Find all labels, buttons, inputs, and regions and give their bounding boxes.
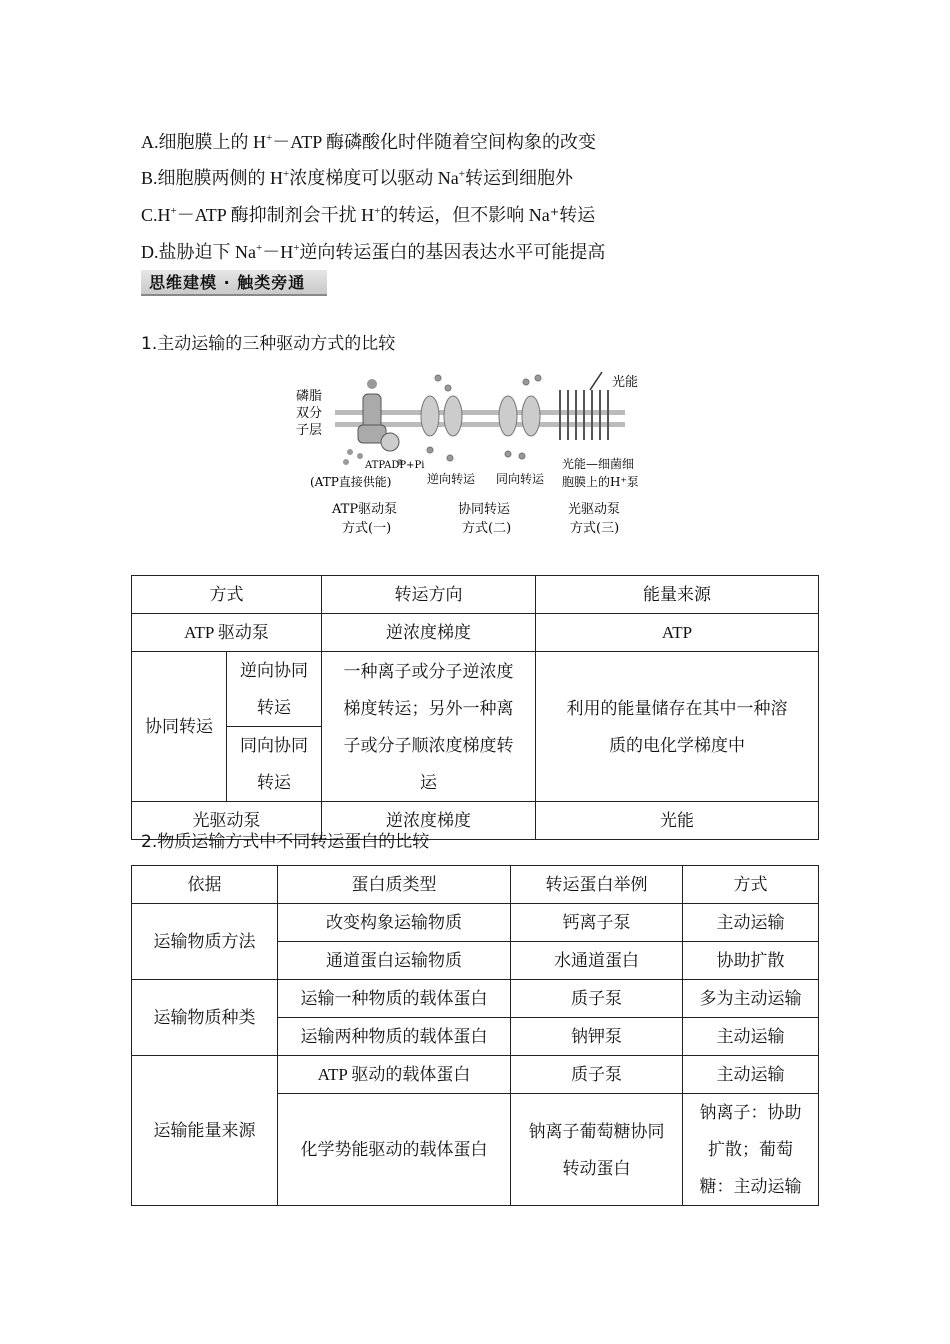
table-row xyxy=(132,904,819,942)
table-cell: ATP xyxy=(536,614,819,652)
table-cell: 一种离子或分子逆浓度 梯度转运；另外一种离 子或分子顺浓度梯度转 运 xyxy=(322,652,536,802)
table-cell: 光能 xyxy=(536,802,819,840)
light-pump-shape xyxy=(560,390,608,440)
caption-1a: ATP驱动泵 xyxy=(332,502,398,517)
table-cell: 钠离子葡萄糖协同 转动蛋白 xyxy=(511,1094,683,1206)
caption-2b: 方式(二) xyxy=(462,521,512,536)
table-cell: 运输物质方法 xyxy=(132,904,278,980)
option-c: C.H+－ATP 酶抑制剂会干扰 H+的转运，但不影响 Na⁺转运 xyxy=(141,205,596,225)
option-a: A.细胞膜上的 H+－ATP 酶磷酸化时伴随着空间构象的改变 xyxy=(141,132,597,152)
header-cell: 方式 xyxy=(132,576,322,614)
light-note-2: 胞膜上的H⁺泵 xyxy=(562,475,639,489)
section1-title: 1.主动运输的三种驱动方式的比较 xyxy=(141,334,396,354)
table-cell: 多为主动运输 xyxy=(683,980,819,1018)
atp-note: (ATP直接供能) xyxy=(310,475,392,489)
comparison-table-1 xyxy=(131,575,819,840)
symport-label: 同向转运 xyxy=(496,472,545,486)
table-row xyxy=(132,866,819,904)
table-cell: 化学势能驱动的载体蛋白 xyxy=(278,1094,511,1206)
table-cell: 逆浓度梯度 xyxy=(322,802,536,840)
table-row xyxy=(132,652,819,727)
option-b: B.细胞膜两侧的 H+浓度梯度可以驱动 Na+转运到细胞外 xyxy=(141,168,573,188)
table-cell: 逆向协同 转运 xyxy=(227,652,322,727)
antiport-shape xyxy=(421,375,462,461)
membrane-label-2: 双分 xyxy=(296,406,323,421)
table-cell: ATP 驱动的载体蛋白 xyxy=(278,1056,511,1094)
table-cell: 逆浓度梯度 xyxy=(322,614,536,652)
section-banner: 思维建模 · 触类旁通 xyxy=(141,270,327,296)
table-cell: 运输能量来源 xyxy=(132,1056,278,1206)
header-cell: 能量来源 xyxy=(536,576,819,614)
transport-diagram xyxy=(290,370,670,545)
table-cell: 钠离子：协助 扩散；葡萄 糖：主动运输 xyxy=(683,1094,819,1206)
table-cell: 钙离子泵 xyxy=(511,904,683,942)
table-row xyxy=(132,1056,819,1094)
table-cell: 通道蛋白运输物质 xyxy=(278,942,511,980)
caption-2a: 协同转运 xyxy=(458,502,511,517)
table-cell: 水通道蛋白 xyxy=(511,942,683,980)
table-cell: 利用的能量储存在其中一种溶 质的电化学梯度中 xyxy=(536,652,819,802)
light-note-1: 光能—细菌细 xyxy=(562,457,635,471)
table-cell: 质子泵 xyxy=(511,1056,683,1094)
table-cell: 主动运输 xyxy=(683,1056,819,1094)
table-cell: 运输一种物质的载体蛋白 xyxy=(278,980,511,1018)
table-row xyxy=(132,576,819,614)
table-cell: 主动运输 xyxy=(683,1018,819,1056)
header-cell: 转运蛋白举例 xyxy=(511,866,683,904)
caption-3b: 方式(三) xyxy=(570,521,620,536)
atp-label: ATPADP+Pi xyxy=(365,460,425,471)
table-cell: 协同转运 xyxy=(132,652,227,802)
antiport-label: 逆向转运 xyxy=(427,472,476,486)
table-cell: 钠钾泵 xyxy=(511,1018,683,1056)
table-row xyxy=(132,980,819,1018)
table-cell: 同向协同 转运 xyxy=(227,727,322,802)
table-cell: 协助扩散 xyxy=(683,942,819,980)
symport-shape xyxy=(499,375,541,459)
table-cell: 运输两种物质的载体蛋白 xyxy=(278,1018,511,1056)
caption-3a: 光驱动泵 xyxy=(568,502,621,517)
light-label: 光能 xyxy=(612,375,639,390)
table-cell: ATP 驱动泵 xyxy=(132,614,322,652)
header-cell: 方式 xyxy=(683,866,819,904)
table-cell: 光驱动泵 xyxy=(132,802,322,840)
table-cell: 质子泵 xyxy=(511,980,683,1018)
option-d: D.盐胁迫下 Na+－H+逆向转运蛋白的基因表达水平可能提高 xyxy=(141,242,606,262)
caption-1b: 方式(一) xyxy=(342,521,392,536)
comparison-table-2 xyxy=(131,865,819,1206)
table-cell: 运输物质种类 xyxy=(132,980,278,1056)
section2-title: 2.物质运输方式中不同转运蛋白的比较 xyxy=(141,832,430,852)
header-cell: 转运方向 xyxy=(322,576,536,614)
header-cell: 蛋白质类型 xyxy=(278,866,511,904)
table-cell: 改变构象运输物质 xyxy=(278,904,511,942)
header-cell: 依据 xyxy=(132,866,278,904)
table-cell: 主动运输 xyxy=(683,904,819,942)
table-row xyxy=(132,614,819,652)
membrane-label-1: 磷脂 xyxy=(296,389,323,404)
membrane-label-3: 子层 xyxy=(296,423,323,438)
